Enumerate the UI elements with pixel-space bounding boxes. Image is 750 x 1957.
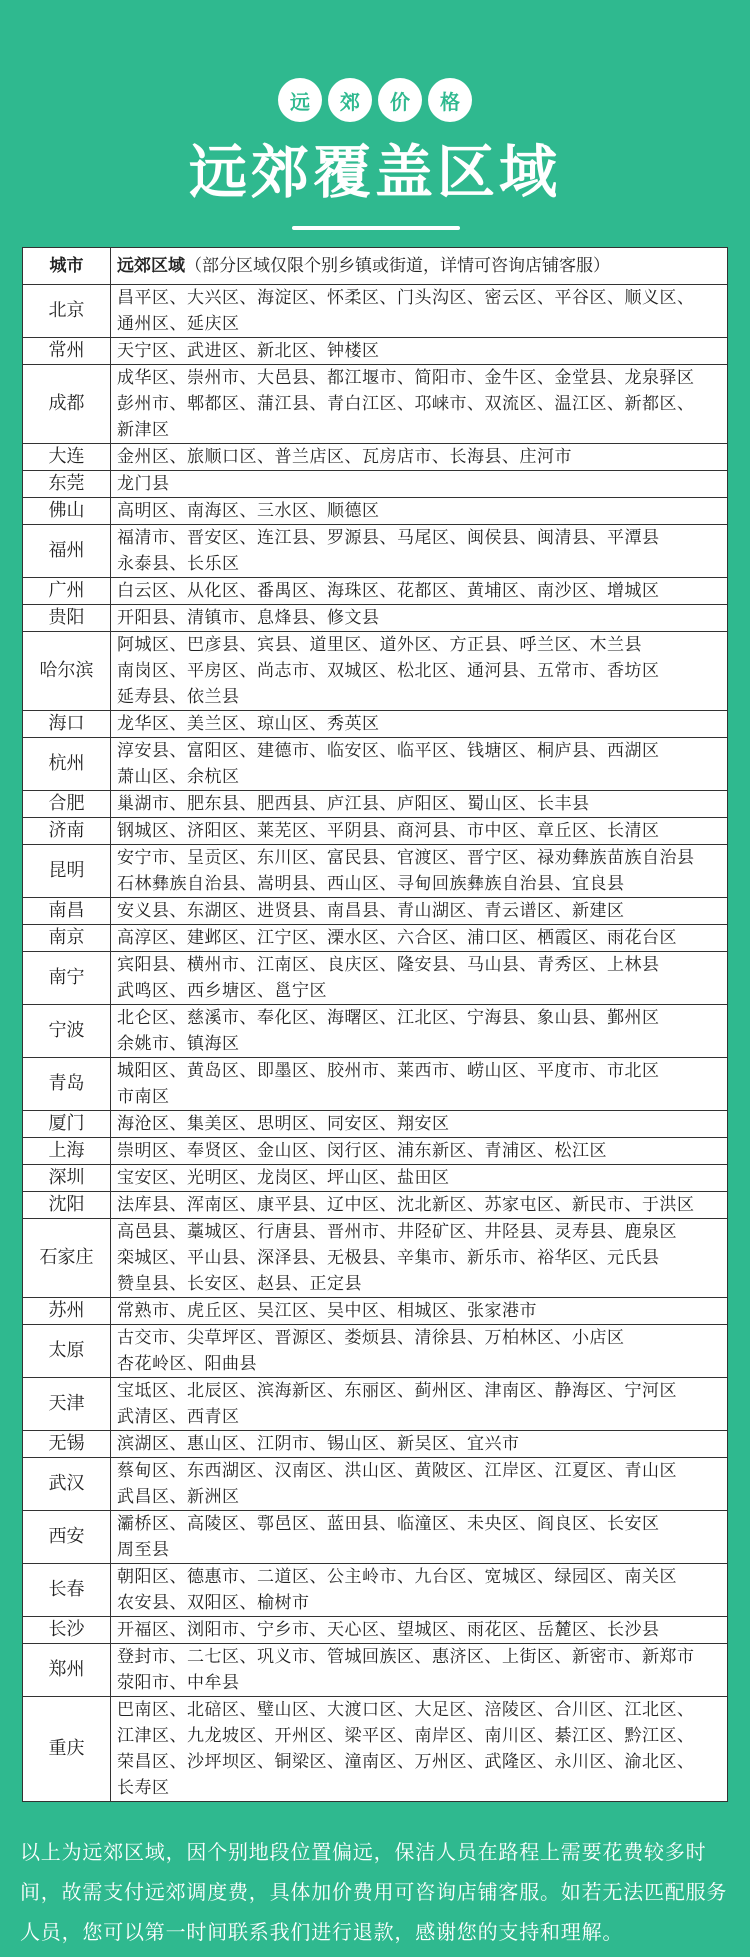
area-line: 开阳县、清镇市、息烽县、修文县 xyxy=(117,608,380,628)
table-row xyxy=(23,845,728,898)
table-row xyxy=(23,1378,728,1431)
city-cell: 沈阳 xyxy=(23,1192,111,1219)
table-row xyxy=(23,1617,728,1644)
column-header-city: 城市 xyxy=(23,248,111,285)
area-line: 武昌区、新洲区 xyxy=(117,1487,240,1507)
table-row xyxy=(23,1111,728,1138)
title-underline xyxy=(292,226,460,230)
city-cell: 重庆 xyxy=(23,1697,111,1802)
area-cell xyxy=(111,605,728,632)
area-line: 古交市、尖草坪区、晋源区、娄烦县、清徐县、万柏林区、小店区 xyxy=(117,1328,625,1348)
table-row xyxy=(23,605,728,632)
area-cell xyxy=(111,525,728,578)
area-line: 武清区、西青区 xyxy=(117,1407,240,1427)
area-line: 杏花岭区、阳曲县 xyxy=(117,1354,257,1374)
area-line: 新津区 xyxy=(117,420,170,440)
table-row xyxy=(23,365,728,444)
city-cell: 哈尔滨 xyxy=(23,632,111,711)
city-cell: 青岛 xyxy=(23,1058,111,1111)
area-line: 金州区、旅顺口区、普兰店区、瓦房店市、长海县、庄河市 xyxy=(117,447,572,467)
area-line: 崇明区、奉贤区、金山区、闵行区、浦东新区、青浦区、松江区 xyxy=(117,1141,607,1161)
table-row xyxy=(23,1644,728,1697)
area-line: 长寿区 xyxy=(117,1778,170,1798)
area-line: 周至县 xyxy=(117,1540,170,1560)
area-cell xyxy=(111,738,728,791)
area-cell xyxy=(111,444,728,471)
area-cell xyxy=(111,338,728,365)
footer-note: 以上为远郊区域，因个别地段位置偏远，保洁人员在路程上需要花费较多时间，故需支付远郊调度费，具体加价费用可咨询店铺客服。如若无法匹配服务人员，您可以第一时间联系我们进行退款，感谢您的支持和理解。 xyxy=(20,1840,728,1944)
area-cell xyxy=(111,498,728,525)
area-line: 阿城区、巴彦县、宾县、道里区、道外区、方正县、呼兰区、木兰县 xyxy=(117,635,642,655)
area-line: 石林彝族自治县、嵩明县、西山区、寻甸回族彝族自治县、宜良县 xyxy=(117,874,625,894)
table-row xyxy=(23,1005,728,1058)
city-cell: 大连 xyxy=(23,444,111,471)
city-cell: 上海 xyxy=(23,1138,111,1165)
table-row xyxy=(23,1298,728,1325)
area-cell xyxy=(111,1325,728,1378)
area-line: 法库县、浑南区、康平县、辽中区、沈北新区、苏家屯区、新民市、于洪区 xyxy=(117,1195,695,1215)
area-cell xyxy=(111,1138,728,1165)
badge-group xyxy=(0,78,750,122)
area-line: 朝阳区、德惠市、二道区、公主岭市、九台区、宽城区、绿园区、南关区 xyxy=(117,1567,677,1587)
area-line: 天宁区、武进区、新北区、钟楼区 xyxy=(117,341,380,361)
table-row xyxy=(23,1192,728,1219)
area-line: 农安县、双阳区、榆树市 xyxy=(117,1593,310,1613)
city-cell: 杭州 xyxy=(23,738,111,791)
table-row xyxy=(23,925,728,952)
city-cell: 福州 xyxy=(23,525,111,578)
table-row xyxy=(23,444,728,471)
area-cell xyxy=(111,1511,728,1564)
table-row xyxy=(23,1058,728,1111)
city-cell: 深圳 xyxy=(23,1165,111,1192)
area-cell xyxy=(111,1431,728,1458)
column-header-area-note: （部分区域仅限个别乡镇或街道，详情可咨询店铺客服） xyxy=(185,256,610,276)
area-line: 登封市、二七区、巩义市、管城回族区、惠济区、上街区、新密市、新郑市 xyxy=(117,1647,695,1667)
city-cell: 长春 xyxy=(23,1564,111,1617)
area-cell xyxy=(111,952,728,1005)
city-cell: 贵阳 xyxy=(23,605,111,632)
area-line: 巢湖市、肥东县、肥西县、庐江县、庐阳区、蜀山区、长丰县 xyxy=(117,794,590,814)
area-line: 灞桥区、高陵区、鄠邑区、蓝田县、临潼区、未央区、阎良区、长安区 xyxy=(117,1514,660,1534)
city-cell: 南宁 xyxy=(23,952,111,1005)
area-line: 钢城区、济阳区、莱芜区、平阴县、商河县、市中区、章丘区、长清区 xyxy=(117,821,660,841)
area-line: 滨湖区、惠山区、江阴市、锡山区、新吴区、宜兴市 xyxy=(117,1434,520,1454)
area-line: 荥阳市、中牟县 xyxy=(117,1673,240,1693)
area-line: 开福区、浏阳市、宁乡市、天心区、望城区、雨花区、岳麓区、长沙县 xyxy=(117,1620,660,1640)
coverage-table-container xyxy=(22,247,728,1802)
column-header-area-label: 远郊区域 xyxy=(117,256,185,276)
table-row xyxy=(23,1511,728,1564)
header xyxy=(0,0,750,240)
badge-char: 格 xyxy=(428,78,472,122)
area-line: 常熟市、虎丘区、吴江区、吴中区、相城区、张家港市 xyxy=(117,1301,537,1321)
city-cell: 厦门 xyxy=(23,1111,111,1138)
area-line: 萧山区、余杭区 xyxy=(117,767,240,787)
area-cell xyxy=(111,1192,728,1219)
coverage-table xyxy=(22,247,728,1802)
table-header-row xyxy=(23,248,728,285)
area-cell xyxy=(111,632,728,711)
area-line: 彭州市、郫都区、蒲江县、青白江区、邛崃市、双流区、温江区、新都区、 xyxy=(117,394,695,414)
table-row xyxy=(23,738,728,791)
area-line: 延寿县、依兰县 xyxy=(117,687,240,707)
column-header-area xyxy=(111,248,728,285)
city-cell: 常州 xyxy=(23,338,111,365)
table-row xyxy=(23,1431,728,1458)
table-row xyxy=(23,525,728,578)
area-line: 宾阳县、横州市、江南区、良庆区、隆安县、马山县、青秀区、上林县 xyxy=(117,955,660,975)
area-cell xyxy=(111,1617,728,1644)
city-cell: 石家庄 xyxy=(23,1219,111,1298)
table-row xyxy=(23,285,728,338)
area-line: 蔡甸区、东西湖区、汉南区、洪山区、黄陂区、江岸区、江夏区、青山区 xyxy=(117,1461,677,1481)
city-cell: 东莞 xyxy=(23,471,111,498)
table-row xyxy=(23,1138,728,1165)
area-cell xyxy=(111,711,728,738)
table-row xyxy=(23,1219,728,1298)
area-line: 宝坻区、北辰区、滨海新区、东丽区、蓟州区、津南区、静海区、宁河区 xyxy=(117,1381,677,1401)
area-cell xyxy=(111,1219,728,1298)
area-cell xyxy=(111,578,728,605)
city-cell: 昆明 xyxy=(23,845,111,898)
area-line: 赞皇县、长安区、赵县、正定县 xyxy=(117,1274,362,1294)
table-row xyxy=(23,471,728,498)
badge-char: 价 xyxy=(378,78,422,122)
table-row xyxy=(23,578,728,605)
table-row xyxy=(23,632,728,711)
area-line: 宝安区、光明区、龙岗区、坪山区、盐田区 xyxy=(117,1168,450,1188)
area-line: 武鸣区、西乡塘区、邕宁区 xyxy=(117,981,327,1001)
area-line: 淳安县、富阳区、建德市、临安区、临平区、钱塘区、桐庐县、西湖区 xyxy=(117,741,660,761)
area-line: 通州区、延庆区 xyxy=(117,314,240,334)
area-cell xyxy=(111,1165,728,1192)
city-cell: 无锡 xyxy=(23,1431,111,1458)
area-cell xyxy=(111,1111,728,1138)
area-line: 白云区、从化区、番禺区、海珠区、花都区、黄埔区、南沙区、增城区 xyxy=(117,581,660,601)
city-cell: 南昌 xyxy=(23,898,111,925)
area-line: 高邑县、藁城区、行唐县、晋州市、井陉矿区、井陉县、灵寿县、鹿泉区 xyxy=(117,1222,677,1242)
city-cell: 武汉 xyxy=(23,1458,111,1511)
area-cell xyxy=(111,471,728,498)
table-row xyxy=(23,711,728,738)
city-cell: 佛山 xyxy=(23,498,111,525)
area-line: 高明区、南海区、三水区、顺德区 xyxy=(117,501,380,521)
city-cell: 合肥 xyxy=(23,791,111,818)
city-cell: 太原 xyxy=(23,1325,111,1378)
area-line: 龙华区、美兰区、琼山区、秀英区 xyxy=(117,714,380,734)
area-line: 安宁市、呈贡区、东川区、富民县、官渡区、晋宁区、禄劝彝族苗族自治县 xyxy=(117,848,695,868)
area-cell xyxy=(111,1058,728,1111)
area-cell xyxy=(111,898,728,925)
table-body xyxy=(23,285,728,1802)
area-cell xyxy=(111,1378,728,1431)
city-cell: 西安 xyxy=(23,1511,111,1564)
city-cell: 济南 xyxy=(23,818,111,845)
area-line: 城阳区、黄岛区、即墨区、胶州市、莱西市、崂山区、平度市、市北区 xyxy=(117,1061,660,1081)
area-line: 荣昌区、沙坪坝区、铜梁区、潼南区、万州区、武隆区、永川区、渝北区、 xyxy=(117,1752,695,1772)
table-row xyxy=(23,1564,728,1617)
area-cell xyxy=(111,365,728,444)
area-line: 永泰县、长乐区 xyxy=(117,554,240,574)
badge-char: 郊 xyxy=(328,78,372,122)
area-line: 高淳区、建邺区、江宁区、溧水区、六合区、浦口区、栖霞区、雨花台区 xyxy=(117,928,677,948)
page-title: 远郊覆盖区域 xyxy=(188,138,561,206)
city-cell: 南京 xyxy=(23,925,111,952)
area-line: 江津区、九龙坡区、开州区、梁平区、南岸区、南川区、綦江区、黔江区、 xyxy=(117,1726,695,1746)
badge-char: 远 xyxy=(278,78,322,122)
table-row xyxy=(23,498,728,525)
city-cell: 天津 xyxy=(23,1378,111,1431)
area-line: 市南区 xyxy=(117,1087,170,1107)
area-cell xyxy=(111,1697,728,1802)
area-line: 昌平区、大兴区、海淀区、怀柔区、门头沟区、密云区、平谷区、顺义区、 xyxy=(117,288,695,308)
table-row xyxy=(23,898,728,925)
table-row xyxy=(23,791,728,818)
table-row xyxy=(23,1697,728,1802)
area-line: 安义县、东湖区、进贤县、南昌县、青山湖区、青云谱区、新建区 xyxy=(117,901,625,921)
area-line: 巴南区、北碚区、璧山区、大渡口区、大足区、涪陵区、合川区、江北区、 xyxy=(117,1700,695,1720)
city-cell: 广州 xyxy=(23,578,111,605)
area-cell xyxy=(111,818,728,845)
area-cell xyxy=(111,791,728,818)
area-line: 龙门县 xyxy=(117,474,170,494)
area-line: 北仑区、慈溪市、奉化区、海曙区、江北区、宁海县、象山县、鄞州区 xyxy=(117,1008,660,1028)
table-row xyxy=(23,1165,728,1192)
table-row xyxy=(23,818,728,845)
area-line: 栾城区、平山县、深泽县、无极县、辛集市、新乐市、裕华区、元氏县 xyxy=(117,1248,660,1268)
area-line: 成华区、崇州市、大邑县、都江堰市、简阳市、金牛区、金堂县、龙泉驿区 xyxy=(117,368,695,388)
area-cell xyxy=(111,1005,728,1058)
area-cell xyxy=(111,925,728,952)
city-cell: 苏州 xyxy=(23,1298,111,1325)
area-cell xyxy=(111,1298,728,1325)
table-row xyxy=(23,1458,728,1511)
city-cell: 郑州 xyxy=(23,1644,111,1697)
area-cell xyxy=(111,845,728,898)
city-cell: 长沙 xyxy=(23,1617,111,1644)
area-cell xyxy=(111,285,728,338)
area-line: 海沧区、集美区、思明区、同安区、翔安区 xyxy=(117,1114,450,1134)
city-cell: 宁波 xyxy=(23,1005,111,1058)
table-row xyxy=(23,338,728,365)
area-line: 南岗区、平房区、尚志市、双城区、松北区、通河县、五常市、香坊区 xyxy=(117,661,660,681)
city-cell: 成都 xyxy=(23,365,111,444)
city-cell: 北京 xyxy=(23,285,111,338)
area-cell xyxy=(111,1564,728,1617)
area-cell xyxy=(111,1644,728,1697)
area-line: 余姚市、镇海区 xyxy=(117,1034,240,1054)
table-row xyxy=(23,1325,728,1378)
city-cell: 海口 xyxy=(23,711,111,738)
area-cell xyxy=(111,1458,728,1511)
area-line: 福清市、晋安区、连江县、罗源县、马尾区、闽侯县、闽清县、平潭县 xyxy=(117,528,660,548)
table-row xyxy=(23,952,728,1005)
